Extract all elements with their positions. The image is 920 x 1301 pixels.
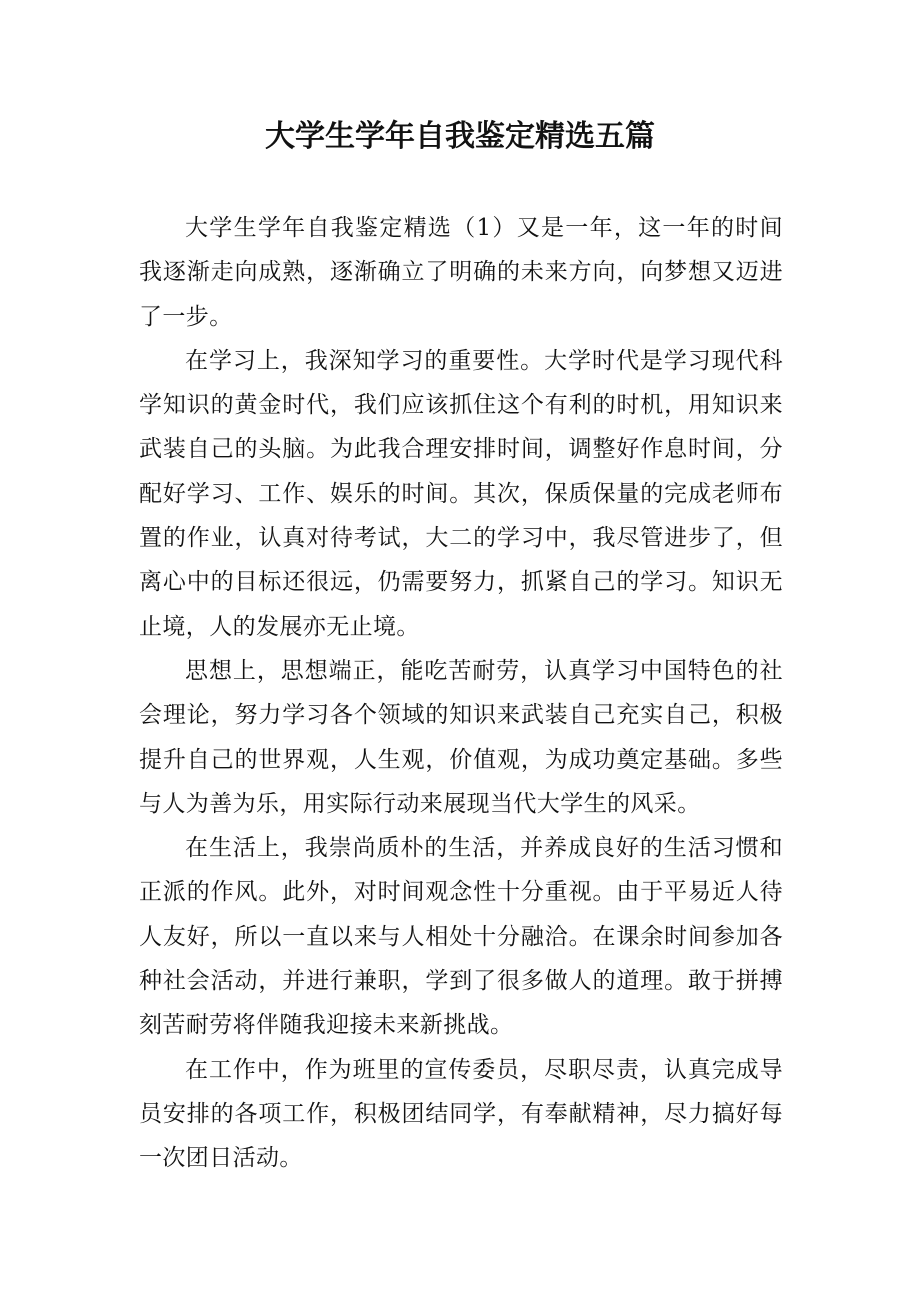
paragraph-intro: 大学生学年自我鉴定精选（1）又是一年，这一年的时间我逐渐走向成熟，逐渐确立了明确的未来方向，向梦想又迈进了一步。	[139, 215, 783, 330]
document-body	[139, 206, 783, 1181]
document-title: 大学生学年自我鉴定精选五篇	[265, 119, 655, 154]
paragraph-work: 在工作中，作为班里的宣传委员，尽职尽责，认真完成导员安排的各项工作，积极团结同学，有奉献精神，尽力搞好每一次团日活动。	[139, 1056, 783, 1172]
paragraph-life: 在生活上，我崇尚质朴的生活，并养成良好的生活习惯和正派的作风。此外，对时间观念性十分重视。由于平易近人待人友好，所以一直以来与人相处十分融洽。在课余时间参加各种社会活动，并进行兼职，学到了很多做人的道理。敢于拼搏刻苦耐劳将伴随我迎接未来新挑战。	[139, 835, 783, 1039]
paragraph-study: 在学习上，我深知学习的重要性。大学时代是学习现代科学知识的黄金时代，我们应该抓住这个有利的时机，用知识来武装自己的头脑。为此我合理安排时间，调整好作息时间，分配好学习、工作、娱乐的时间。其次，保质保量的完成老师布置的作业，认真对待考试，大二的学习中，我尽管进步了，但离心中的目标还很远，仍需要努力，抓紧自己的学习。知识无止境，人的发展亦无止境。	[139, 347, 783, 640]
paragraph-thought: 思想上，思想端正，能吃苦耐劳，认真学习中国特色的社会理论，努力学习各个领域的知识来武装自己充实自己，积极提升自己的世界观，人生观，价值观，为成功奠定基础。多些与人为善为乐，用实际行动来展现当代大学生的风采。	[139, 657, 783, 817]
